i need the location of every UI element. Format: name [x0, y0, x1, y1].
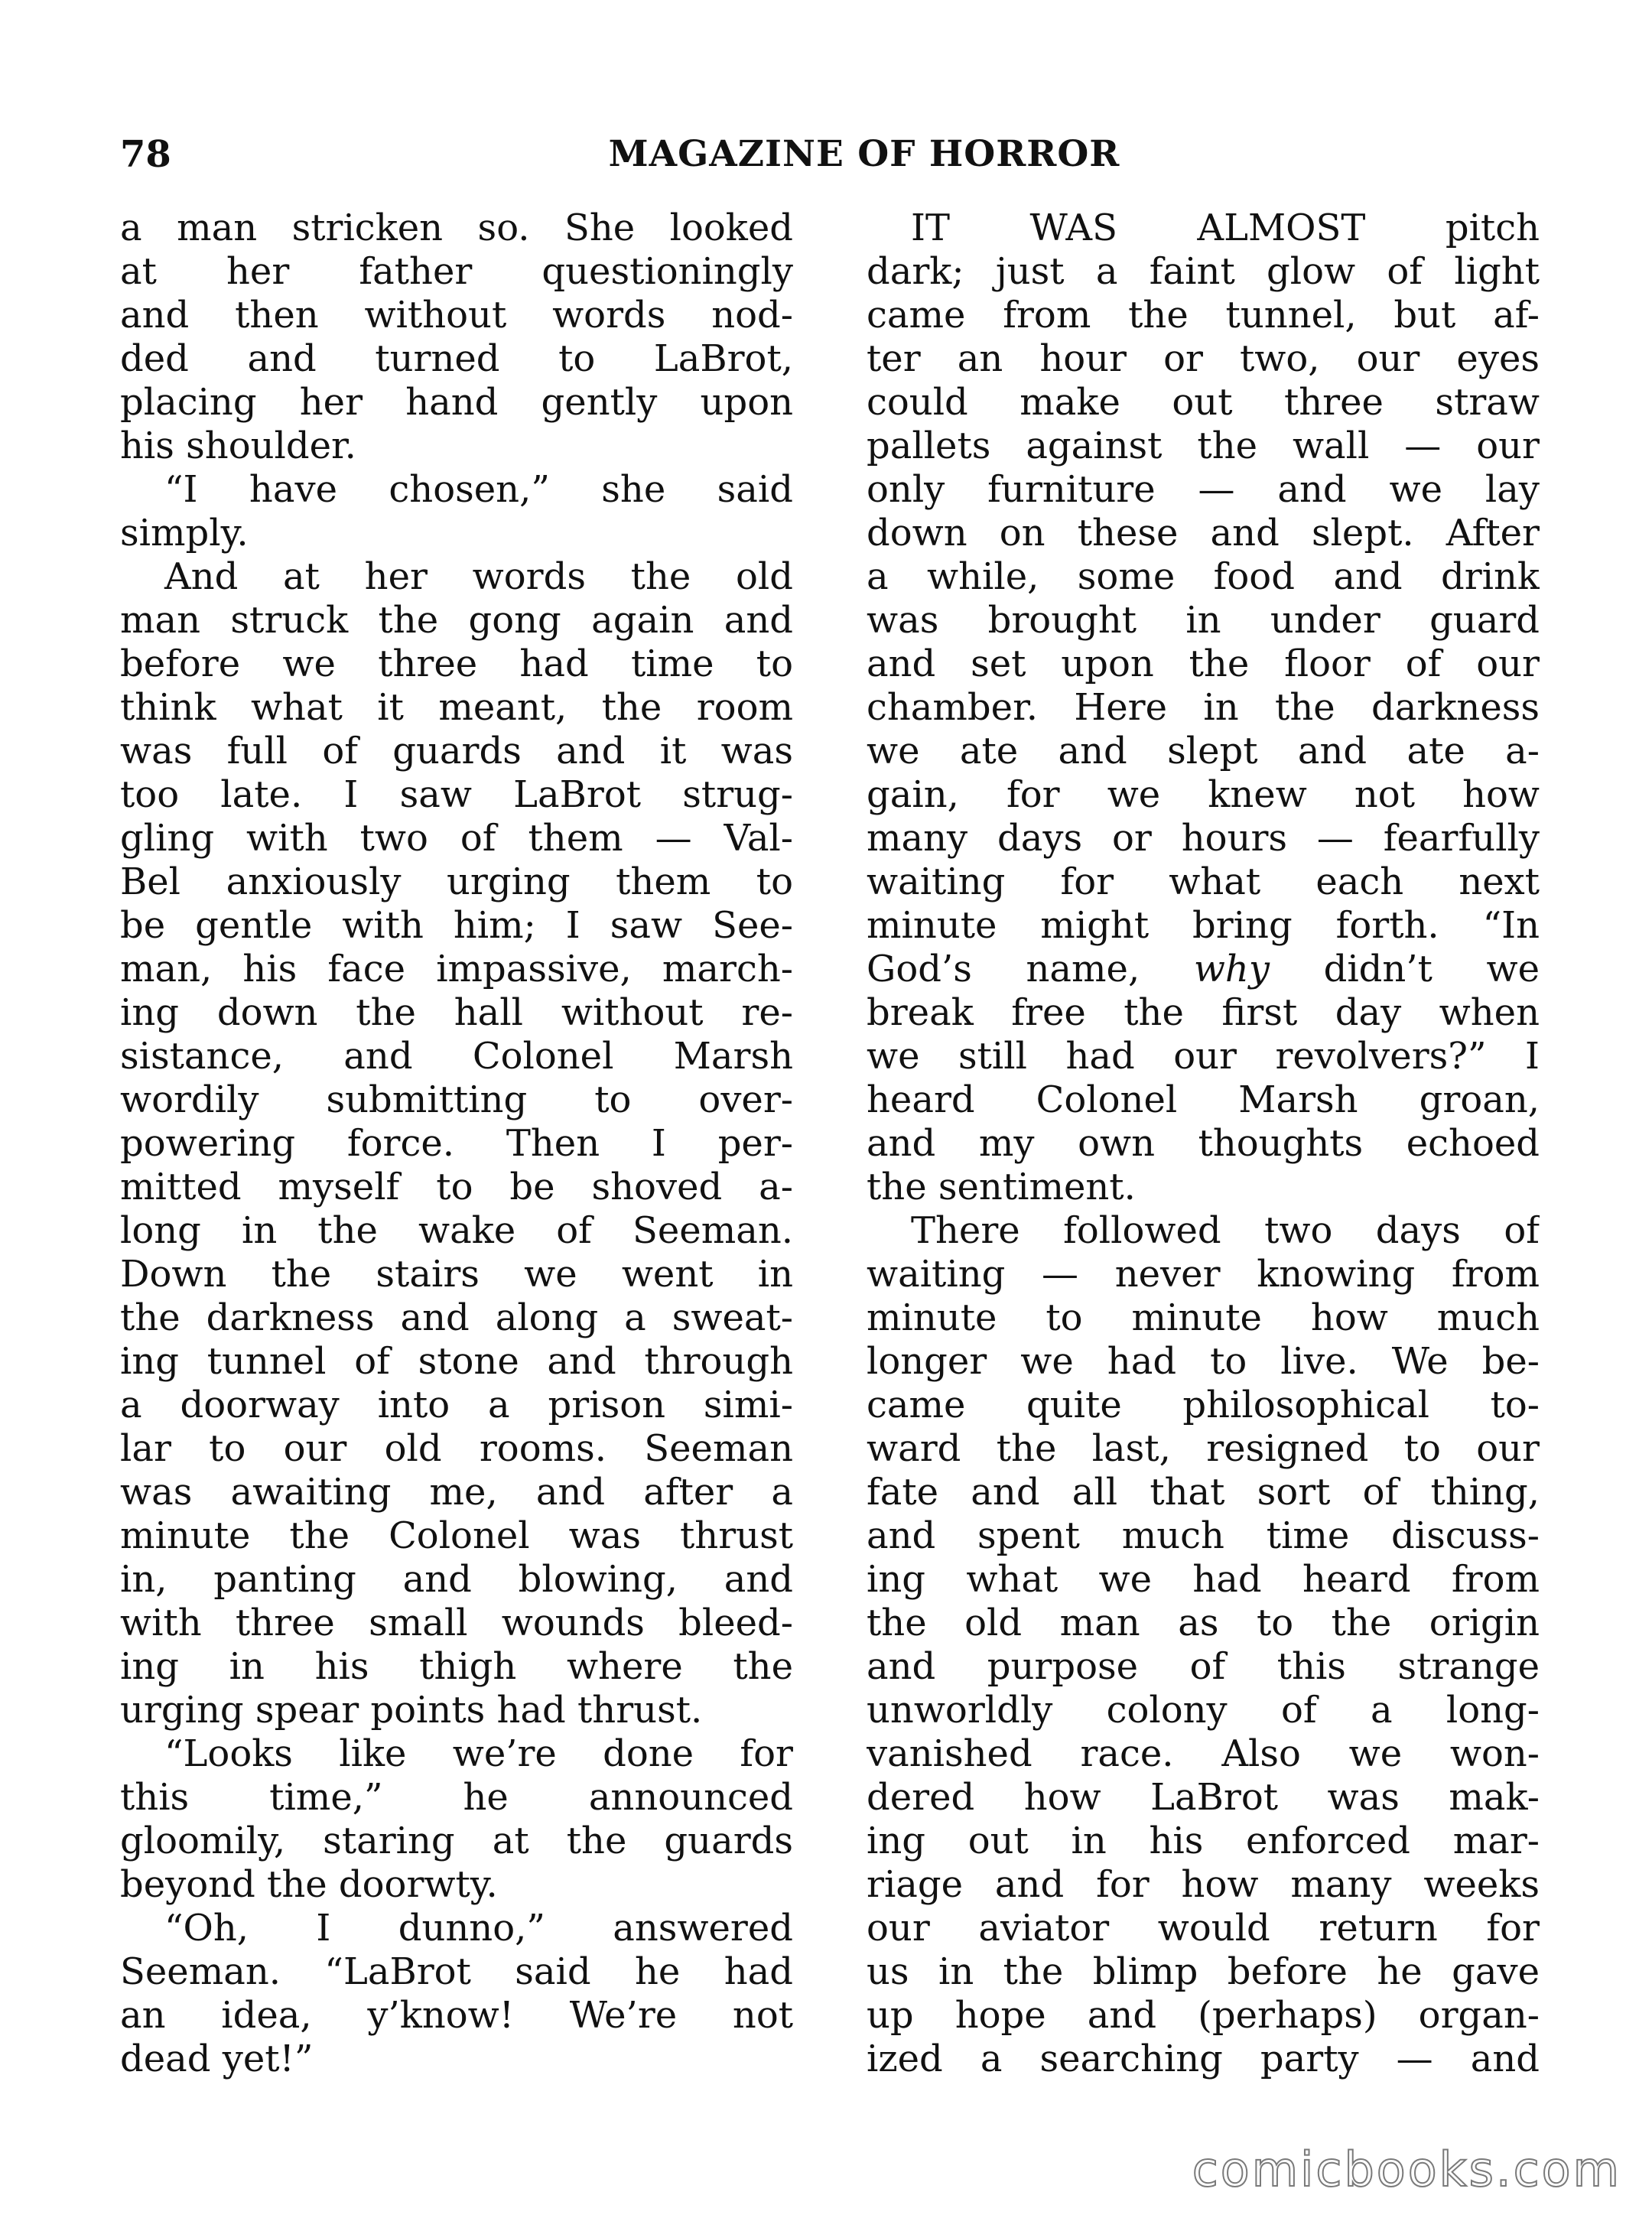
text-line: up hope and (perhaps) organ- [867, 1994, 1540, 2037]
text-line: in, panting and blowing, and [120, 1558, 793, 1601]
text-line: waiting — never knowing from [867, 1253, 1540, 1296]
text-line: heard Colonel Marsh groan, [867, 1078, 1540, 1121]
text-line: we ate and slept and ate a- [867, 730, 1540, 772]
text-line: placing her hand gently upon [120, 381, 793, 424]
text-line: ing out in his enforced mar- [867, 1820, 1540, 1862]
text-line: down on these and slept. After [867, 512, 1540, 554]
text-line: mitted myself to be shoved a- [120, 1166, 793, 1208]
text-line: man, his face impassive, march- [120, 948, 793, 990]
text-line: we still had our revolvers?” I [867, 1035, 1540, 1078]
text-line: the sentiment. [867, 1166, 1136, 1208]
text-line: minute the Colonel was thrust [120, 1514, 793, 1557]
text-line: waiting for what each next [867, 860, 1540, 903]
text-line: was brought in under guard [867, 599, 1540, 642]
text-line: with three small wounds bleed- [120, 1602, 793, 1644]
text-line: vanished race. Also we won- [867, 1732, 1540, 1775]
text-line: an idea, y’know! We’re not [120, 1994, 793, 2037]
text-line: gain, for we knew not how [867, 773, 1540, 816]
text-line: fate and all that sort of thing, [867, 1471, 1540, 1514]
text-line: a while, some food and drink [867, 555, 1540, 598]
text-line: minute might bring forth. “In [867, 904, 1540, 947]
text-line: many days or hours — fearfully [867, 817, 1540, 860]
text-line: gloomily, staring at the guards [120, 1820, 793, 1862]
text-segment: didn’t we [1269, 948, 1540, 990]
text-line: “I have chosen,” she said [164, 468, 793, 511]
text-line: came quite philosophical to- [867, 1384, 1540, 1426]
text-line: was full of guards and it was [120, 730, 793, 772]
text-line: and purpose of this strange [867, 1645, 1540, 1688]
text-line: only furniture — and we lay [867, 468, 1540, 511]
text-line: a man stricken so. She looked [120, 207, 793, 249]
text-line: ded and turned to LaBrot, [120, 337, 793, 380]
text-line: ing in his thigh where the [120, 1645, 793, 1688]
text-line: long in the wake of Seeman. [120, 1209, 793, 1252]
text-line: too late. I saw LaBrot strug- [120, 773, 793, 816]
text-line: dark; just a faint glow of light [867, 250, 1540, 293]
text-line: came from the tunnel, but af- [867, 294, 1540, 337]
text-line: simply. [120, 512, 249, 554]
text-line: this time,” he announced [120, 1776, 793, 1819]
text-line: break free the first day when [867, 991, 1540, 1034]
text-line: and spent much time discuss- [867, 1514, 1540, 1557]
text-line: lar to our old rooms. Seeman [120, 1427, 793, 1470]
text-line: before we three had time to [120, 642, 793, 685]
text-line: And at her words the old [164, 555, 793, 598]
running-head: MAGAZINE OF HORROR [608, 133, 1120, 175]
text-line: could make out three straw [867, 381, 1540, 424]
right-text-column [867, 207, 1540, 2081]
text-line: longer we had to live. We be- [867, 1340, 1540, 1383]
text-line: and my own thoughts echoed [867, 1122, 1540, 1165]
text-line: and set upon the floor of our [867, 642, 1540, 685]
text-line: us in the blimp before he gave [867, 1950, 1540, 1993]
text-line: There followed two days of [911, 1209, 1540, 1252]
text-line: “Looks like we’re done for [164, 1732, 793, 1775]
text-line: “Oh, I dunno,” answered [164, 1907, 793, 1950]
text-line: the old man as to the origin [867, 1602, 1540, 1644]
text-line: be gentle with him; I saw See- [120, 904, 793, 947]
text-line: gling with two of them — Val- [120, 817, 793, 860]
text-line: Seeman. “LaBrot said he had [120, 1950, 793, 1993]
text-line: sistance, and Colonel Marsh [120, 1035, 793, 1078]
watermark: comicbooks.com [1192, 2142, 1621, 2197]
text-line: think what it meant, the room [120, 686, 793, 729]
text-line: ter an hour or two, our eyes [867, 337, 1540, 380]
text-line: dered how LaBrot was mak- [867, 1776, 1540, 1819]
text-line: minute to minute how much [867, 1296, 1540, 1339]
text-line: our aviator would return for [867, 1907, 1540, 1950]
text-line: Down the stairs we went in [120, 1253, 793, 1296]
text-line: the darkness and along a sweat- [120, 1296, 793, 1339]
text-line: and then without words nod- [120, 294, 793, 337]
left-text-column [120, 207, 793, 2081]
text-line: wordily submitting to over- [120, 1078, 793, 1121]
text-line: ward the last, resigned to our [867, 1427, 1540, 1470]
text-line: at her father questioningly [120, 250, 793, 293]
text-line: urging spear points had thrust. [120, 1689, 703, 1732]
text-line: his shoulder. [120, 424, 356, 467]
text-line: unworldly colony of a long- [867, 1689, 1540, 1732]
text-line: ized a searching party — and [867, 2038, 1540, 2080]
text-line: was awaiting me, and after a [120, 1471, 793, 1514]
text-line: dead yet!” [120, 2038, 314, 2080]
text-line: pallets against the wall — our [867, 424, 1540, 467]
text-line: beyond the doorwty. [120, 1863, 498, 1906]
text-line: ing what we had heard from [867, 1558, 1540, 1601]
page-number: 78 [120, 133, 171, 176]
text-line: IT WAS ALMOST pitch [911, 207, 1540, 249]
text-line: powering force. Then I per- [120, 1122, 793, 1165]
text-line: ing tunnel of stone and through [120, 1340, 793, 1383]
text-segment: God’s name, [867, 948, 1194, 990]
text-line: Bel anxiously urging them to [120, 860, 793, 903]
text-line: riage and for how many weeks [867, 1863, 1540, 1906]
text-line: ing down the hall without re- [120, 991, 793, 1034]
text-line: man struck the gong again and [120, 599, 793, 642]
text-line [867, 948, 1540, 991]
italic-word: why [1193, 948, 1270, 990]
text-line: a doorway into a prison simi- [120, 1384, 793, 1426]
text-line: chamber. Here in the darkness [867, 686, 1540, 729]
